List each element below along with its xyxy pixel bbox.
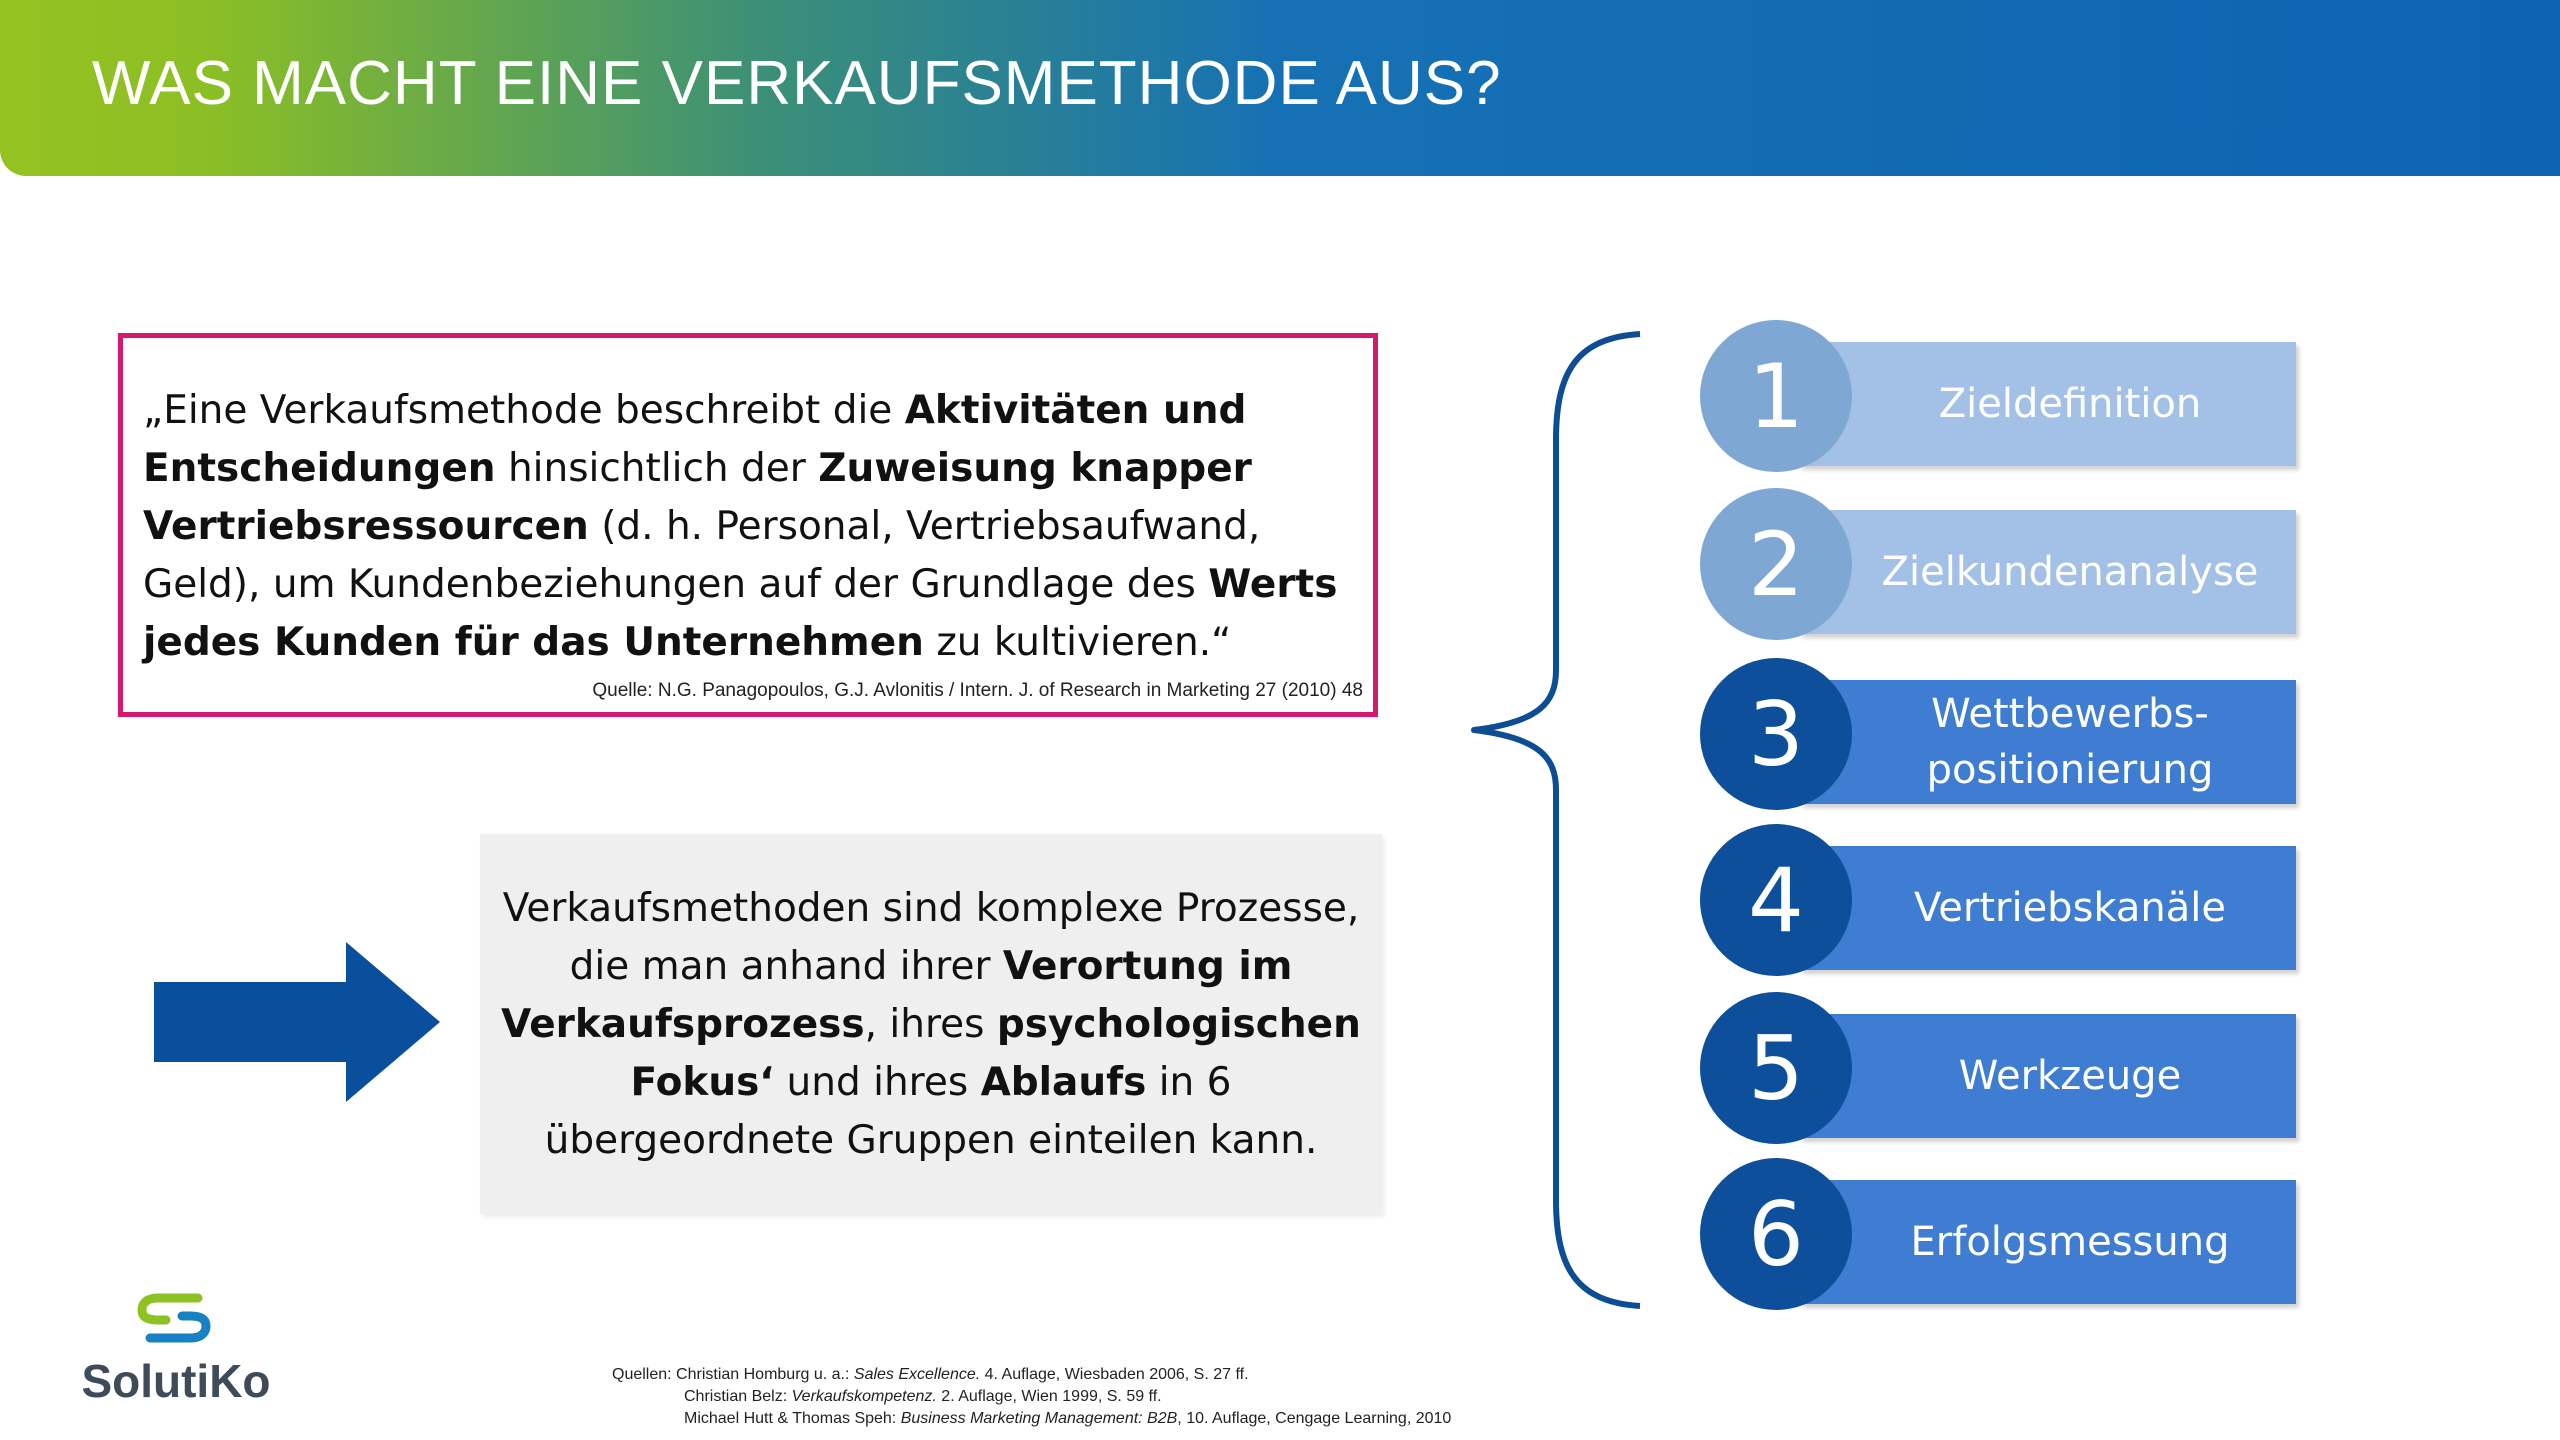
source-line-1 — [612, 1364, 1451, 1386]
step-6-label: Erfolgsmessung — [1910, 1219, 2230, 1265]
step-5-number: 5 — [1748, 1016, 1804, 1120]
logo-s-icon — [136, 1290, 212, 1346]
step-3-label: Wettbewerbs- positionierung — [1926, 691, 2214, 793]
quote-part: hinsichtlich der — [495, 446, 819, 491]
summary-bold-part: Verortung im Verkaufsprozess — [501, 944, 1293, 1047]
summary-text — [494, 880, 1368, 1170]
step-2-bar — [1800, 510, 2296, 634]
quote-part: (d. h. Personal, Vertriebsaufwand, Geld), um Kundenbeziehungen auf der Grundlage des — [143, 504, 1261, 607]
step-6-bar — [1800, 1180, 2296, 1304]
definition-quote-text — [143, 382, 1363, 672]
curly-brace-icon — [1460, 330, 1650, 1310]
step-6-number: 6 — [1748, 1182, 1804, 1286]
step-4-label: Vertriebskanäle — [1914, 885, 2226, 931]
summary-bold-part: Ablaufs — [980, 1060, 1147, 1105]
step-5-number-badge — [1700, 992, 1852, 1144]
step-3 — [1700, 658, 2310, 810]
logo-text: SolutiKo — [81, 1355, 271, 1407]
step-5 — [1700, 992, 2310, 1144]
summary-bold-part: psychologischen Fokus‘ — [630, 1002, 1361, 1105]
summary-box — [480, 834, 1382, 1214]
quote-source: Quelle: N.G. Panagopoulos, G.J. Avlonitis / Intern. J. of Research in Marketing 27 (2010) 48 — [592, 680, 1363, 701]
step-3-bar — [1800, 680, 2296, 804]
step-4-number: 4 — [1748, 848, 1804, 952]
quote-bold-part: Aktivitäten und Entscheidungen — [143, 388, 1247, 491]
source-3-title: Business Marketing Management: B2B — [900, 1410, 1178, 1427]
solutiko-logo — [66, 1290, 286, 1410]
header-banner — [0, 0, 2560, 176]
source-3-prefix: Michael Hutt & Thomas Speh: — [684, 1410, 901, 1427]
sources-footnote — [612, 1364, 1451, 1430]
step-5-bar — [1800, 1014, 2296, 1138]
step-3-number-badge — [1700, 658, 1852, 810]
step-3-number: 3 — [1748, 682, 1804, 786]
summary-part: , ihres — [864, 1002, 997, 1047]
step-2-number: 2 — [1748, 512, 1804, 616]
source-1-prefix: Quellen: Christian Homburg u. a.: — [612, 1366, 854, 1383]
source-2-suffix: 2. Auflage, Wien 1999, S. 59 ff. — [936, 1388, 1162, 1405]
quote-bold-part: Werts jedes Kunden für das Unternehmen — [143, 562, 1338, 665]
step-1-bar — [1800, 342, 2296, 466]
quote-part: „Eine Verkaufsmethode beschreibt die — [143, 388, 905, 433]
quote-bold-part: Zuweisung knapper Vertriebsressourcen — [143, 446, 1252, 549]
source-line-2 — [612, 1386, 1451, 1408]
step-2-number-badge — [1700, 488, 1852, 640]
step-2 — [1700, 488, 2310, 640]
step-2-label: Zielkundenanalyse — [1881, 549, 2259, 595]
step-1-number-badge — [1700, 320, 1852, 472]
step-1-number: 1 — [1748, 344, 1804, 448]
step-1-label: Zieldefinition — [1938, 381, 2202, 427]
step-6 — [1700, 1158, 2310, 1310]
source-2-prefix: Christian Belz: — [684, 1388, 792, 1405]
summary-part: und ihres — [774, 1060, 981, 1105]
step-5-label: Werkzeuge — [1958, 1053, 2182, 1099]
step-1 — [1700, 320, 2310, 472]
step-4 — [1700, 824, 2310, 976]
source-1-suffix: 4. Auflage, Wiesbaden 2006, S. 27 ff. — [980, 1366, 1249, 1383]
source-1-title: Sales Excellence. — [853, 1366, 981, 1383]
step-4-number-badge — [1700, 824, 1852, 976]
quote-part: zu kultivieren.“ — [923, 620, 1232, 665]
right-arrow-icon — [154, 942, 440, 1102]
definition-quote-box — [118, 333, 1378, 717]
summary-part: in 6 übergeordnete Gruppen einteilen kann. — [544, 1060, 1318, 1163]
page-title: WAS MACHT EINE VERKAUFSMETHODE AUS? — [92, 49, 1502, 118]
step-6-number-badge — [1700, 1158, 1852, 1310]
source-line-3 — [612, 1408, 1451, 1430]
summary-part: Verkaufsmethoden sind komplexe Prozesse, die man anhand ihrer — [502, 886, 1360, 989]
source-2-title: Verkaufskompetenz. — [791, 1388, 937, 1405]
step-4-bar — [1800, 846, 2296, 970]
source-3-suffix: , 10. Auflage, Cengage Learning, 2010 — [1177, 1410, 1452, 1427]
